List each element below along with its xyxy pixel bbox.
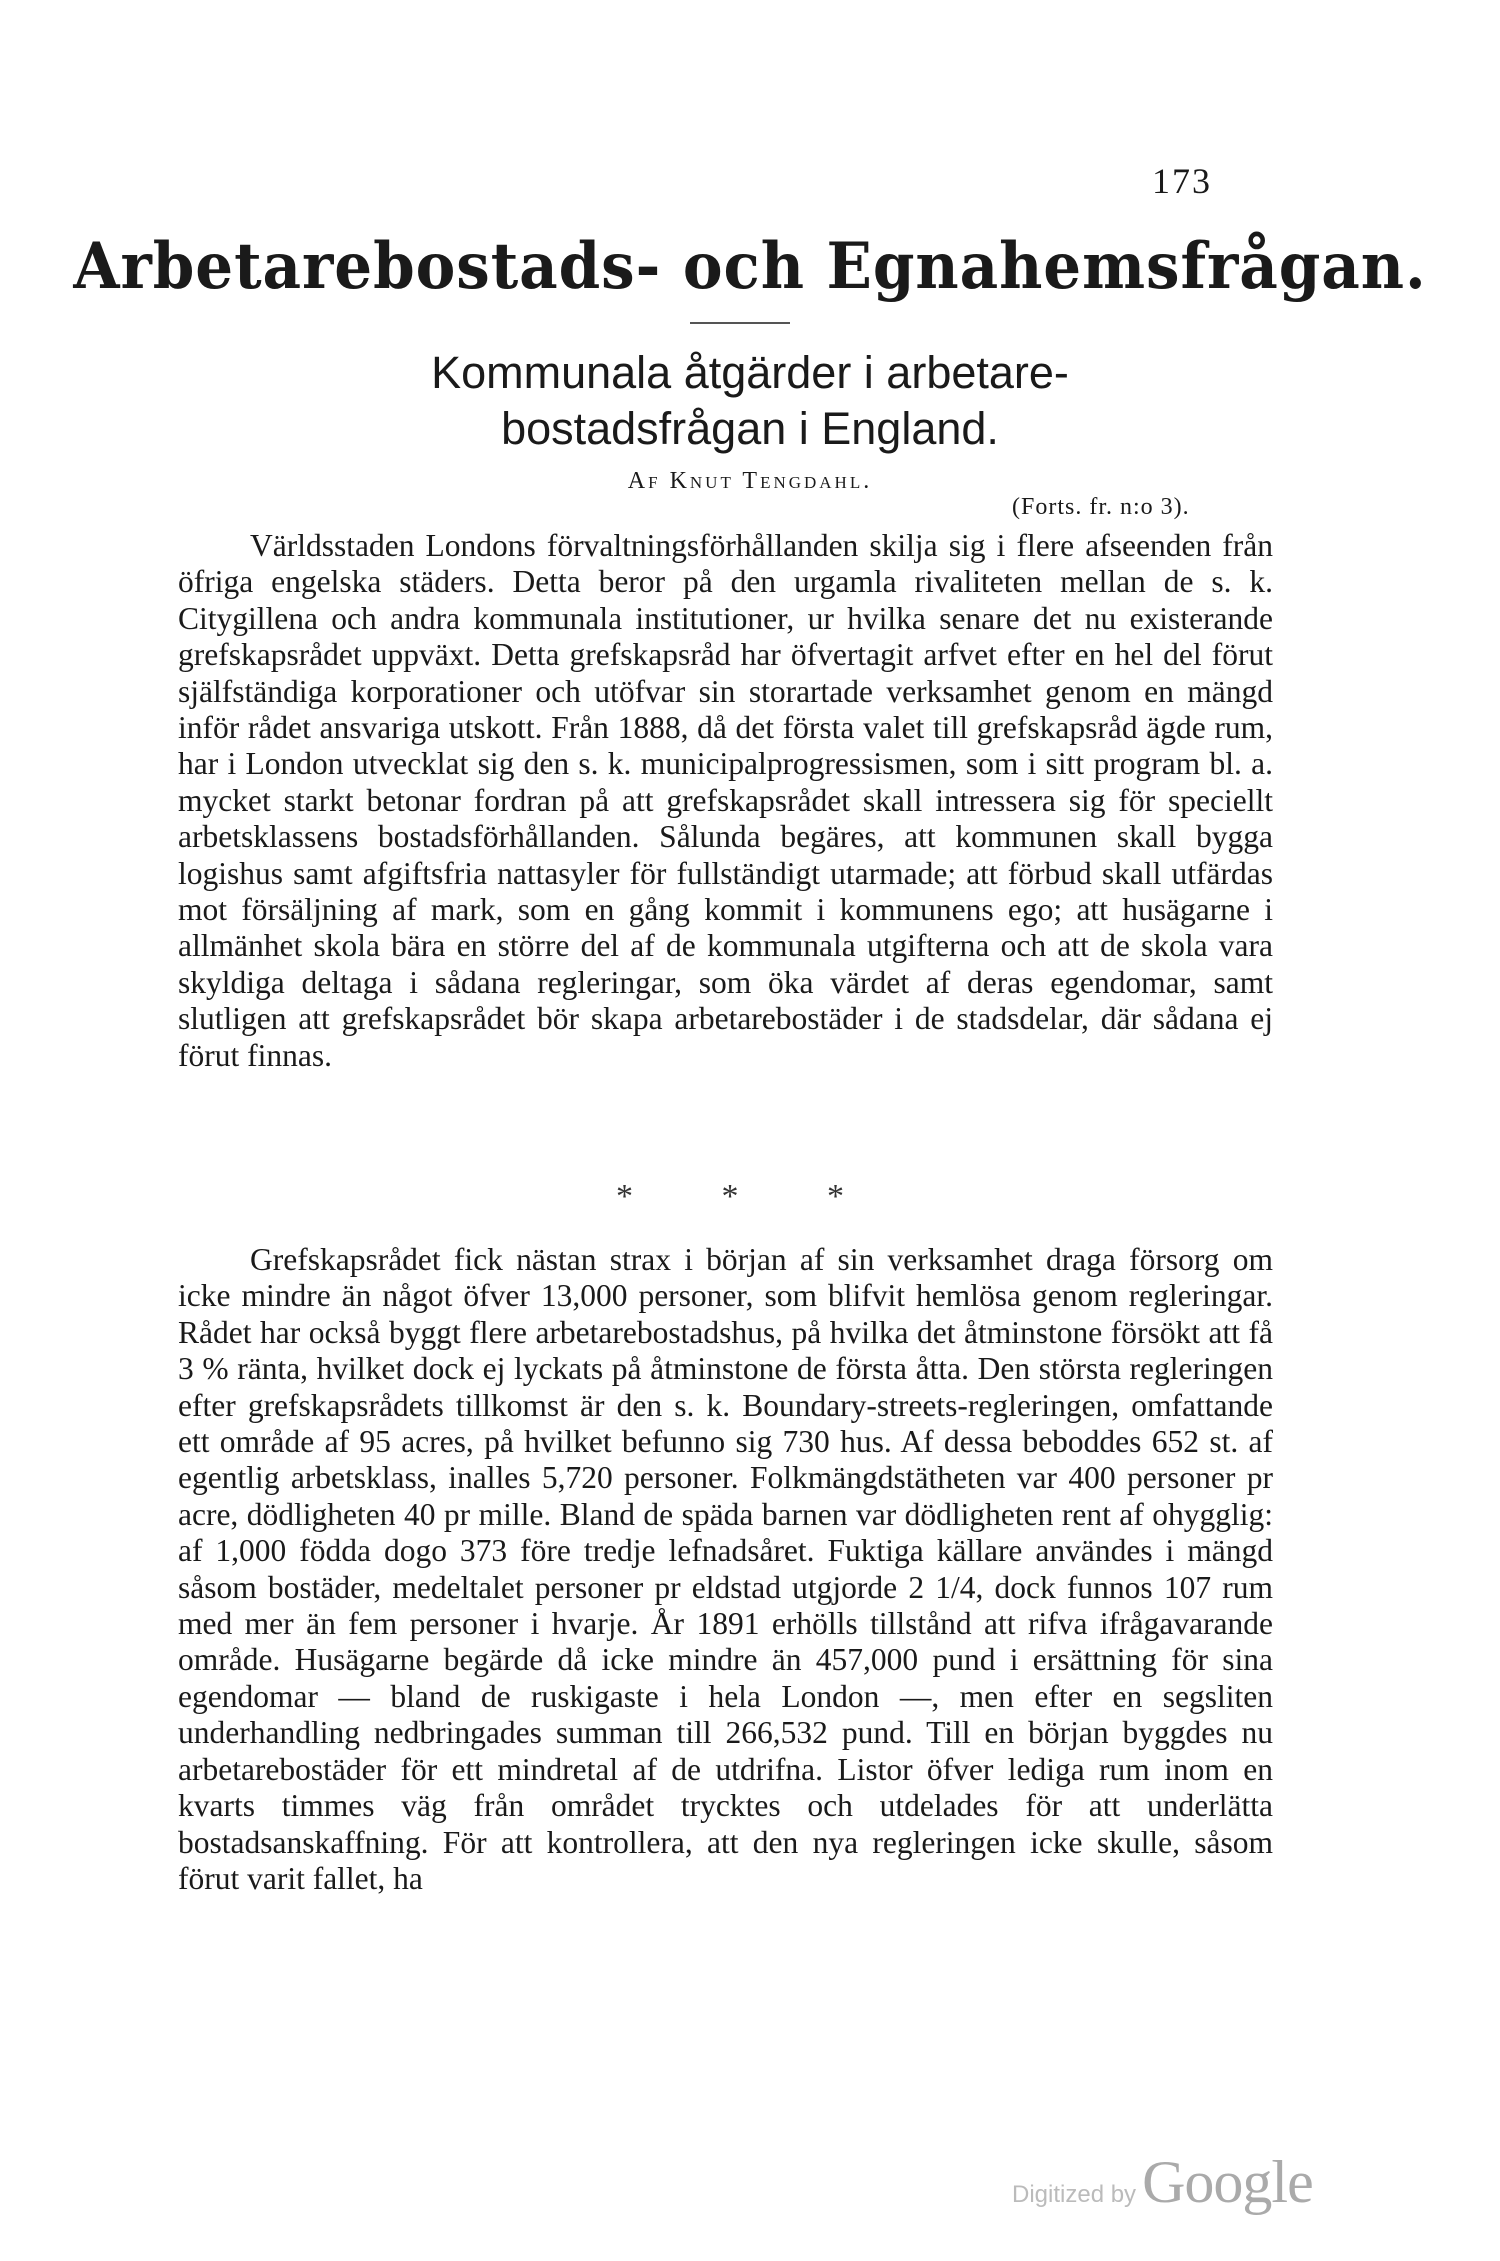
digitized-label: Digitized by [1012,2181,1137,2208]
title-rule [690,322,790,324]
google-logo: Google [1142,2149,1313,2215]
article-title: Arbetarebostads- och Egnahemsfrågan. [73,229,1427,304]
body-paragraph-1: Världsstaden Londons förvaltningsförhållanden skilja sig i flere afseenden från öfriga engelska städers. Detta beror på den urgamla rivaliteten mellan de s. k. Citygillena och andra kommunala institutioner, ur hvilka senare det nu existerande grefskapsrådet uppväxt. Detta grefskapsråd har öfvertagit arfvet efter en hel del förut själfständiga korporationer och utöfvar sin storartade verksamhet genom en mängd inför rådet ansvariga utskott. Från 1888, då det första valet till grefskapsråd ägde rum, har i London utvecklat sig den s. k. municipalprogressismen, som i sitt program bl. a. mycket starkt betonar fordran på att grefskapsrådet skall intressera sig för speciellt arbetsklassens bostadsförhållanden. Sålunda begäres, att kommunen skall bygga logishus samt afgiftsfria nattasyler för fullständigt utarmade; att förbud skall utfärdas mot försäljning af mark, som en gång kommit i kommunens ego; att husägarne i allmänhet skola bära en större del af de kommunala utgifterna och att de skola vara skyldiga deltaga i sådana regleringar, som öka värdet af deras egendomar, samt slutligen att grefskapsrådet bör skapa arbetarebostäder i de stadsdelar, där sådana ej förut finnas. [178,528,1273,1073]
section-break: * * * [616,1178,884,1215]
body-paragraph-2: Grefskapsrådet fick nästan strax i början af sin verksamhet draga försorg om icke mindre än något öfver 13,000 personer, som blifvit hemlösa genom regleringar. Rådet har också byggt flere arbetarebostadshus, på hvilka det åtminstone försökt att få 3 % ränta, hvilket dock ej lyckats på åtminstone de första åtta. Den största regleringen efter grefskapsrådets tillkomst är den s. k. Boundary-streets-regleringen, omfattande ett område af 95 acres, på hvilket befunno sig 730 hus. Af dessa beboddes 652 st. af egentlig arbetsklass, inalles 5,720 personer. Folkmängdstätheten var 400 personer pr acre, dödligheten 40 pr mille. Bland de späda barnen var dödligheten rent af ohygglig: af 1,000 födda dogo 373 före tredje lefnadsåret. Fuktiga källare användes i mängd såsom bostäder, medeltalet personer pr eldstad utgjorde 2 1/4, dock funnos 107 rum med mer än fem personer i hvarje. År 1891 erhölls tillstånd att rifva ifrågavarande område. Husägarne begärde då icke mindre än 457,000 pund i ersättning för sina egendomar — bland de ruskigaste i hela London —, men efter en segsliten underhandling nedbringades summan till 266,532 pund. Till en början byggdes nu arbetarebostäder för ett mindretal af de utdrifna. Listor öfver lediga rum inom en kvarts timmes väg från området trycktes och utdelades för att underlätta bostadsanskaffning. För att kontrollera, att den nya regleringen icke skulle, såsom förut varit fallet, ha [178,1242,1273,1896]
article-subtitle [0,345,1500,457]
author-byline: Af Knut Tengdahl. [627,468,873,494]
subtitle-line-2: bostadsfrågan i England. [501,403,999,454]
page-number: 173 [1152,161,1212,201]
subtitle-line-1: Kommunala åtgärder i arbetare- [431,347,1069,398]
continued-note: (Forts. fr. n:o 3). [1012,494,1190,520]
digitized-watermark [1012,2148,1313,2217]
